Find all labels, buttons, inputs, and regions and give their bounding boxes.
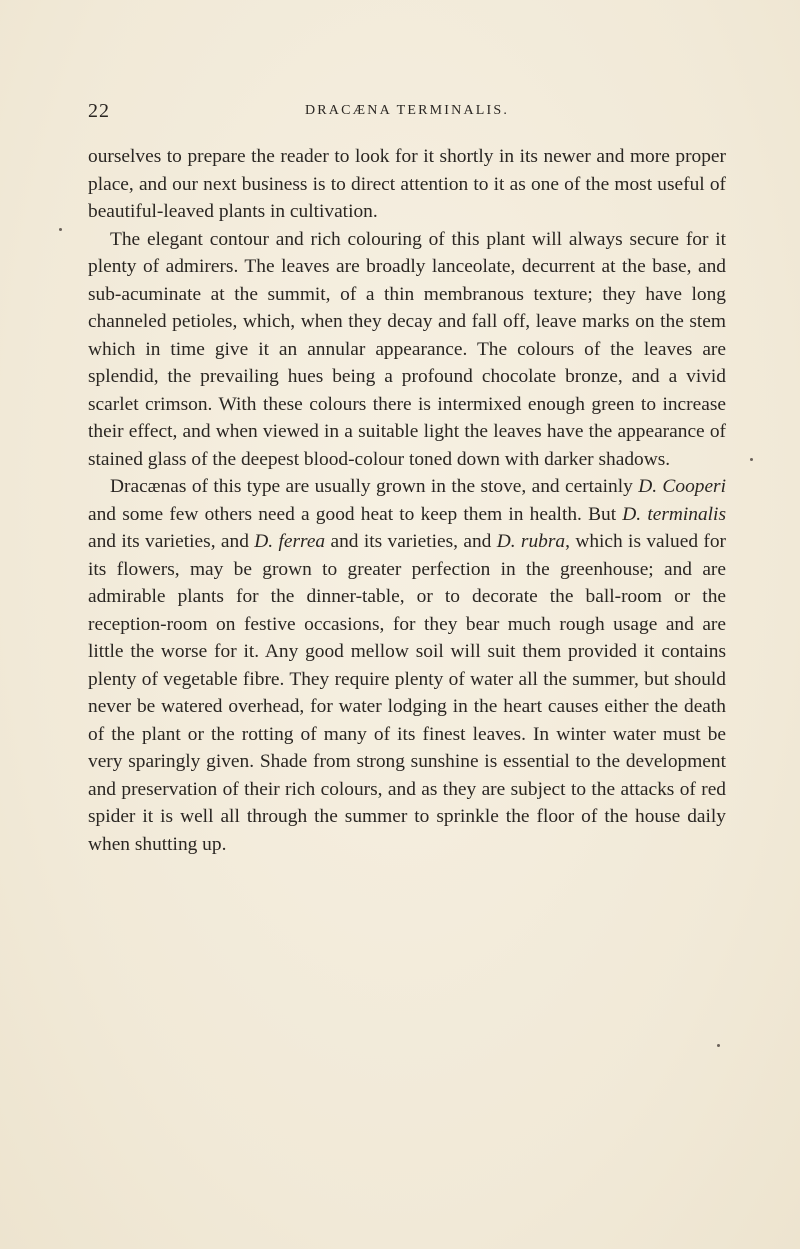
species-name: D. Cooperi xyxy=(638,476,726,497)
paragraph-text: , which is valued for its flowers, may be grown to greater perfection in the greenhouse; and are admirable plants for the dinner-table, or to decorate the ball-room or the reception-room on festive occasions, for they bear much rough usage and are little the worse for it. Any good mellow soil will suit them provided it contains plenty of vegetable fibre. They require plenty of water all the summer, but should never be watered overhead, for water lodging in the heart causes either the death of the plant or the rotting of many of its finest leaves. In winter water must be very sparingly given. Shade from strong sunshine is essential to the development and preservation of their rich colours, and as they are subject to the attacks of red spider it is well all through the summer to sprinkle the floor of the house daily when shutting up. xyxy=(88,531,726,855)
paragraph-3 xyxy=(88,473,726,858)
paper-speck xyxy=(750,458,753,461)
paragraph-text: ourselves to prepare the reader to look for it shortly in its newer and more proper place, and our next business is to direct attention to it as one of the most useful of beautiful-leaved plants in cultivation. xyxy=(88,146,726,222)
paragraph-text: and some few others need a good heat to keep them in health. But xyxy=(88,503,623,525)
running-head: DRACÆNA TERMINALIS. xyxy=(304,103,510,118)
paragraph-text: Dracænas of this type are usually grown in the stove, and certainly xyxy=(110,476,639,497)
body-text xyxy=(88,143,726,858)
paper-speck xyxy=(717,1044,720,1047)
paper-speck xyxy=(59,228,62,231)
paragraph-text: and its varieties, and xyxy=(325,531,497,552)
paragraph-text: The elegant contour and rich colouring of this plant will always secure for it plenty of admirers. The leaves are broadly lanceolate, decurrent at the base, and sub-acuminate at the summit, of a thin membranous texture; they have long channeled petioles, which, when they decay and fall off, leave marks on the stem which in time give it an annular appearance. The colours of the leaves are splendid, the prevailing hues being a profound chocolate bronze, and a vivid scarlet crimson. With these colours there is intermixed enough green to increase their effect, and when viewed in a suitable light the leaves have the appearance of stained glass of the deepest blood-colour toned down with darker shadows. xyxy=(88,228,726,470)
species-name: D. terminalis xyxy=(622,503,726,525)
species-name: D. rubra xyxy=(496,531,566,552)
species-name: D. ferrea xyxy=(254,531,326,552)
paragraph-1 xyxy=(88,143,726,226)
paragraph-2 xyxy=(88,226,726,474)
paragraph-text: and its varieties, and xyxy=(88,531,255,552)
page-number: 22 xyxy=(88,100,110,122)
page-header xyxy=(88,100,726,130)
